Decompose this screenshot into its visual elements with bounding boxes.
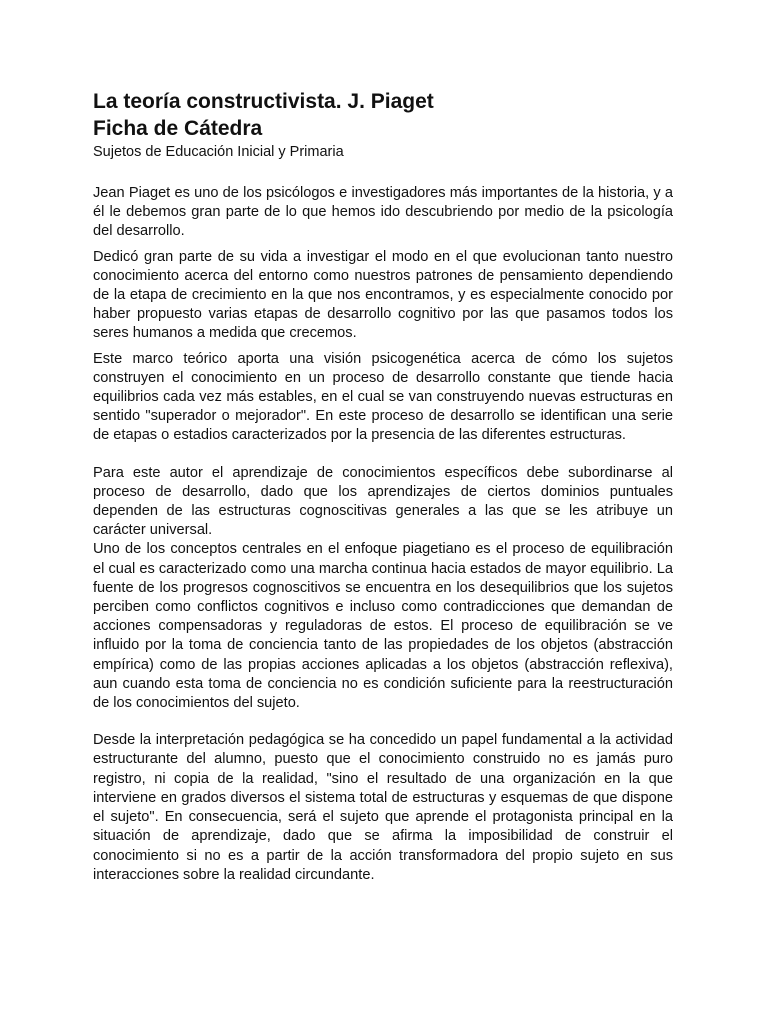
paragraph-2: Dedicó gran parte de su vida a investigar el modo en el que evolucionan tanto nuestro conocimiento acerca del entorno como nuestros patrones de pensamiento dependiendo de la etapa de crecimiento en la que nos encontramos, y es especialmente conocido por haber propuesto varias etapas de desarrollo cognitivo por las que pasamos todos los seres humanos a medida que crecemos. [93,248,673,342]
document-title [93,88,673,142]
paragraph-6: Desde la interpretación pedagógica se ha concedido un papel fundamental a la actividad estructurante del alumno, puesto que el conocimiento construido no es jamás puro registro, ni copia de la realidad, "sino el resultado de una organización en la que interviene en grados diversos el sistema total de estructuras y esquemas de que dispone el sujeto". En consecuencia, será el sujeto que aprende el protagonista principal en la situación de aprendizaje, dado que se afirma la imposibilidad de construir el conocimiento si no es a partir de la acción transformadora del propio sujeto en sus interacciones sobre la realidad circundante. [93,732,673,883]
document-page [93,88,673,891]
paragraph-4: Para este autor el aprendizaje de conocimientos específicos debe subordinarse al proceso de desarrollo, dado que los aprendizajes de ciertos dominios puntuales dependen de las estructuras cognoscitivas generales a las que se les atribuye un carácter universal. [93,464,673,539]
paragraph-3: Este marco teórico aporta una visión psicogenética acerca de cómo los sujetos construyen el conocimiento en un proceso de desarrollo constante que tiende hacia equilibrios cada vez más estables, en el cual se van construyendo nuevas estructuras en sentido "superador o mejorador". En este proceso de desarrollo se identifican una serie de etapas o estadios caracterizados por la presencia de las diferentes estructuras. [93,350,673,444]
paragraph-5: Uno de los conceptos centrales en el enfoque piagetiano es el proceso de equilibración el cual es caracterizado como una marcha continua hacia estados de mayor equilibrio. La fuente de los progresos cognoscitivos se encuentra en los desequilibrios que los sujetos perciben como conflictos cognitivos e incluso como contradicciones que demandan de acciones compensadoras y reguladoras de estos. El proceso de equilibración se ve influido por la toma de conciencia tanto de las propiedades de los objetos (abstracción empírica) como de las propias acciones aplicadas a los objetos (abstracción reflexiva), aun cuando esta toma de conciencia no es condición suficiente para la reestructuración de los conocimientos del sujeto. [93,541,673,712]
title-line-1: La teoría constructivista. J. Piaget [93,90,434,113]
paragraph-1: Jean Piaget es uno de los psicólogos e investigadores más importantes de la historia, y a él le debemos gran parte de lo que hemos ido descubriendo por medio de la psicología del desarrollo. [93,185,673,240]
title-line-2: Ficha de Cátedra [93,117,263,140]
document-subtitle: Sujetos de Educación Inicial y Primaria [93,144,344,160]
